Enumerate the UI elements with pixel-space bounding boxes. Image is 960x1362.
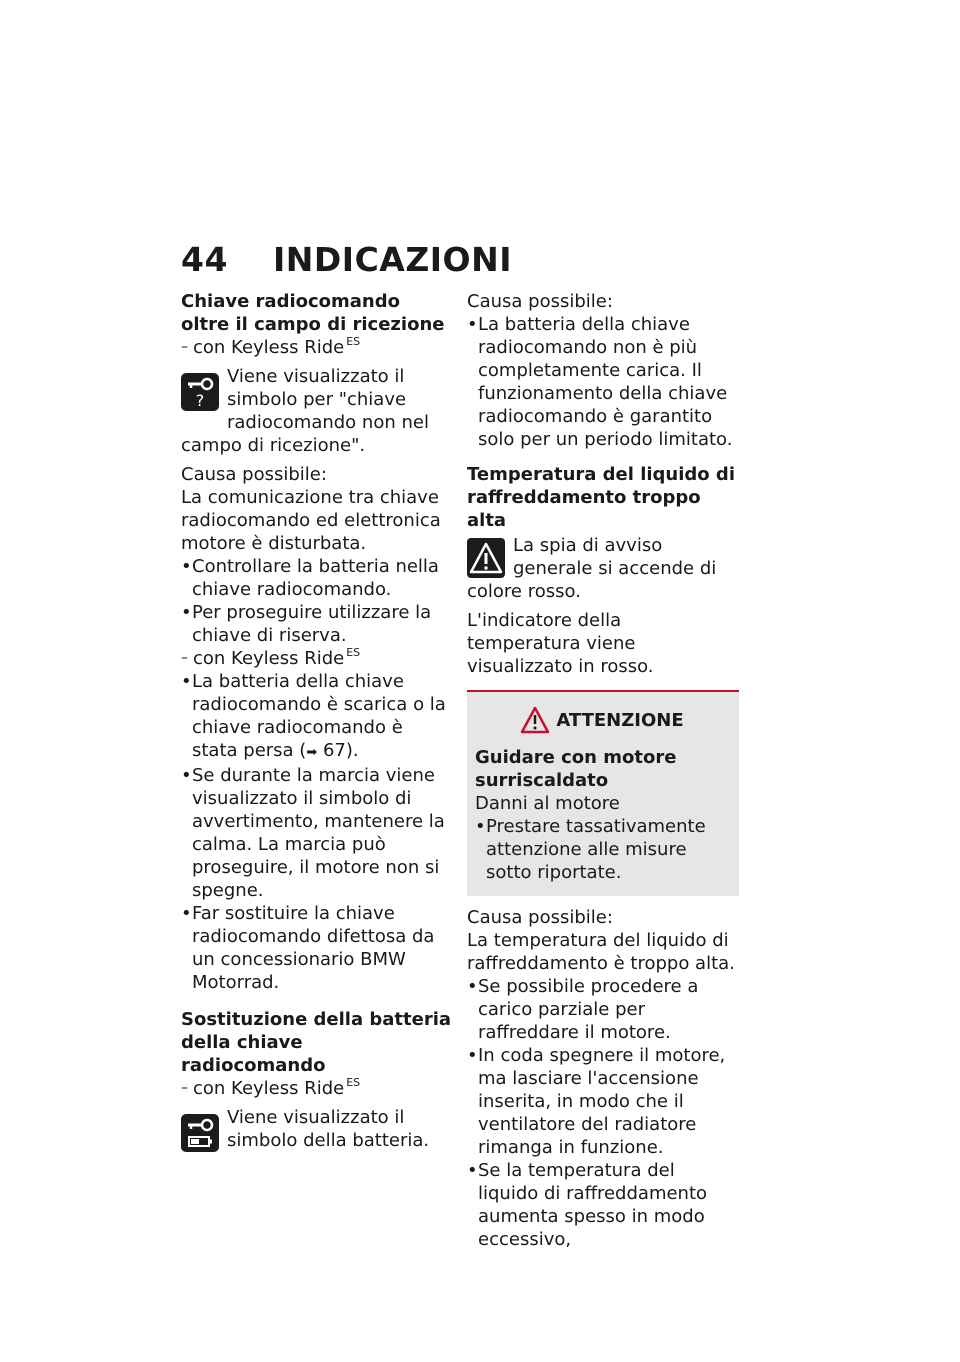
list-item: • Se la temperatura del liquido di raffreddamento aumenta spesso in modo eccessivo, <box>467 1159 739 1251</box>
left-column <box>181 290 453 1154</box>
list-item: • Prestare tassativamente attenzione alle misure sotto riportate. <box>475 815 729 884</box>
attention-triangle-icon <box>520 706 550 734</box>
cause-text: La comunicazione tra chiave radiocomando ed elettronica motore è disturbata. <box>181 487 441 554</box>
cause-label: Causa possibile: <box>467 907 613 928</box>
heading-battery-replacement: Sostituzione della batteria della chiave radiocomando <box>181 1009 452 1076</box>
bullet-list <box>467 313 739 451</box>
bullet-list <box>475 815 729 884</box>
bullet-list <box>181 670 453 994</box>
list-item: • Se durante la marcia viene visualizzato il simbolo di avvertimento, mantenere la calma. La marcia può proseguire, il motore non si spegne. <box>181 764 453 902</box>
warn-light-text: La spia di avviso generale si accende di colore rosso. <box>467 535 717 602</box>
page-header <box>181 240 512 279</box>
section-title: INDICAZIONI <box>273 240 512 279</box>
variant-line: – con Keyless Ride $^{ES}$ <box>181 646 361 669</box>
bullet-list <box>181 555 453 647</box>
list-item: • In coda spegnere il motore, ma lasciare l'accensione inserita, in modo che il ventilatore del radiatore rimanga in funzione. <box>467 1044 739 1159</box>
bullet-list <box>467 975 739 1251</box>
page-number: 44 <box>181 240 228 279</box>
attention-title: ATTENZIONE <box>556 709 684 731</box>
list-item: • La batteria della chiave radiocomando non è più completamente carica. Il funzionamento della chiave radiocomando è garantito solo per un periodo limitato. <box>467 313 739 451</box>
key-battery-icon <box>181 1114 219 1152</box>
page-reference-link[interactable]: 67). <box>317 740 359 761</box>
list-item: • Far sostituire la chiave radiocomando difettosa da un concessionario BMW Motorrad. <box>181 902 453 994</box>
heading-key-out-of-range: Chiave radiocomando oltre il campo di ricezione <box>181 291 445 335</box>
variant-line: – con Keyless Ride $^{ES}$ <box>181 335 361 358</box>
cause-label: Causa possibile: <box>181 464 327 485</box>
warning-triangle-icon <box>467 538 505 578</box>
indicator-text: L'indicatore della temperatura viene visualizzato in rosso. <box>467 610 654 677</box>
attention-box <box>467 690 739 896</box>
key-question-icon <box>181 373 219 411</box>
arrow-right-icon: ➡ <box>306 745 318 760</box>
attention-damage: Danni al motore <box>475 793 620 814</box>
variant-line: – con Keyless Ride $^{ES}$ <box>181 1076 361 1099</box>
icon-text-battery: Viene visualizzato il simbolo della batteria. <box>227 1107 430 1151</box>
list-item: • Controllare la batteria nella chiave radiocomando. <box>181 555 453 601</box>
list-item: • Per proseguire utilizzare la chiave di riserva. <box>181 601 453 647</box>
list-item: • Se possibile procedere a carico parziale per raffreddare il motore. <box>467 975 739 1044</box>
heading-coolant-temperature: Temperatura del liquido di raffreddamento troppo alta <box>467 464 735 531</box>
list-item: • La batteria della chiave radiocomando è scarica o la chiave radiocomando è stata persa (➡ 67). <box>181 670 453 764</box>
icon-text-key-out-of-range: Viene visualizzato il simbolo per "chiave radiocomando non nel campo di ricezione". <box>181 366 429 456</box>
attention-heading: Guidare con motore surriscaldato <box>475 747 677 791</box>
svg-text:?: ? <box>195 391 205 410</box>
right-column <box>467 290 739 1251</box>
cause-text: La temperatura del liquido di raffreddamento è troppo alta. <box>467 930 735 974</box>
cause-label: Causa possibile: <box>467 291 613 312</box>
